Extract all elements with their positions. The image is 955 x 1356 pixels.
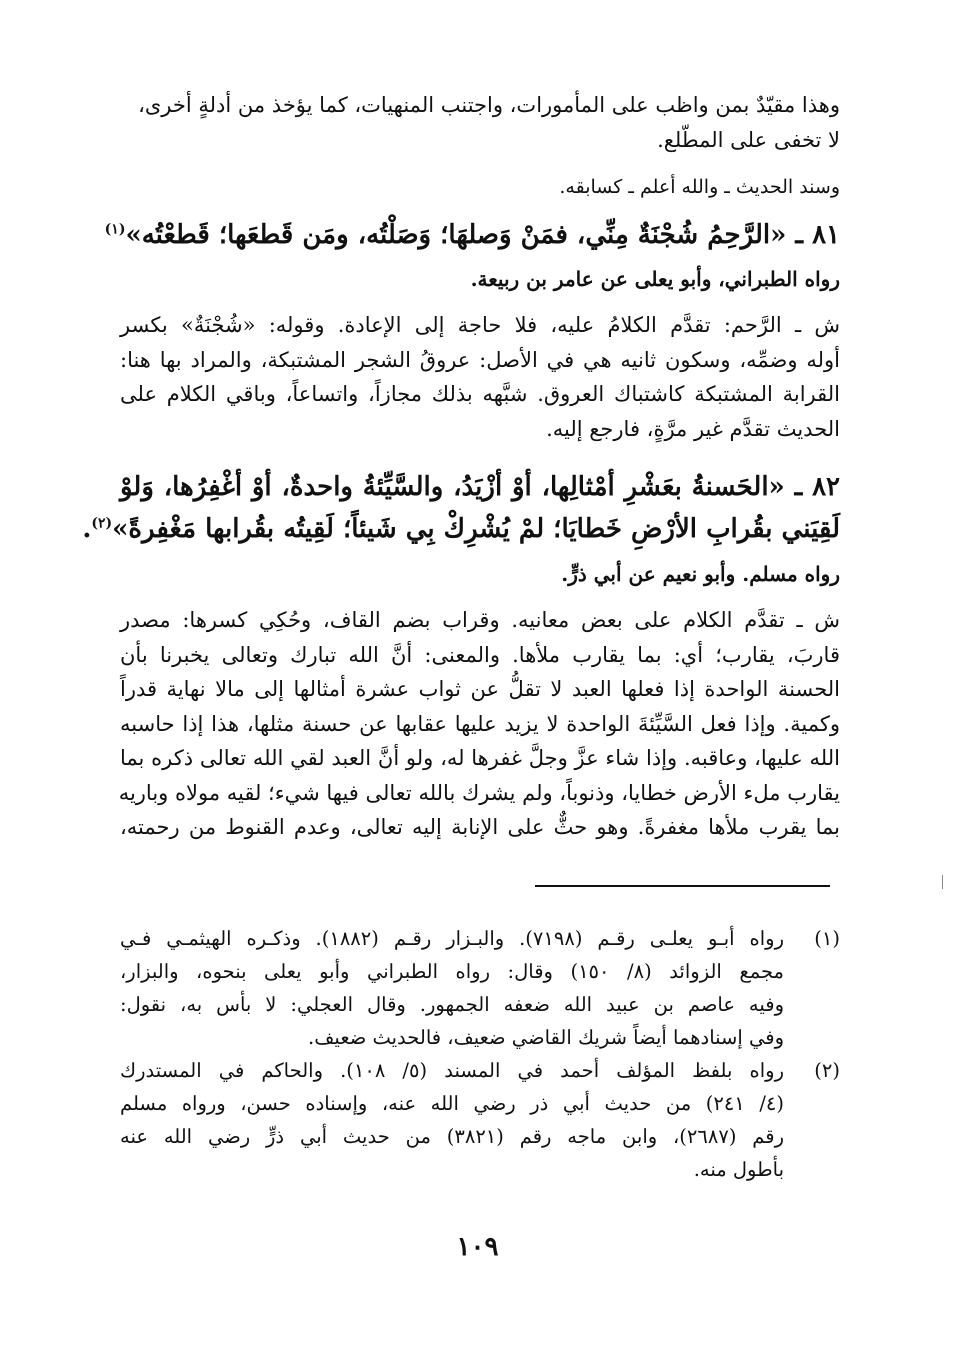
footnote-2 <box>120 1054 840 1186</box>
sharh-82-line-4: وكمية. وإذا فعل السَّيِّئةَ الواحدة لا يزيد عليها عقابها عن حسنة مثلها، هذا إذا حاسبه <box>120 711 840 736</box>
intro-paragraph <box>120 88 840 157</box>
footnote-1-number: (١) <box>814 927 840 950</box>
hadith-82-narration <box>120 558 840 590</box>
isnad-paragraph <box>120 171 840 203</box>
footnotes <box>120 922 840 1186</box>
sharh-82-line-1: ش ـ تقدَّم الكلام على بعض معانيه. وقراب بضم القاف، وحُكِي كسرها: مصدر <box>120 608 840 632</box>
sharh-82-paragraph <box>120 603 840 845</box>
sharh-81-line-4: الحديث تقدَّم غير مرَّةٍ، فارجع إليه. <box>546 416 840 441</box>
isnad-line: وسند الحديث ـ والله أعلم ـ كسابقه. <box>559 176 840 198</box>
hadith-82-narration-text: رواه مسلم. وأبو نعيم عن أبي ذرٍّ. <box>561 562 840 586</box>
sharh-81-line-3: القرابة المشتبكة كاشتباك العروق. شبَّهه بذلك مجازاً، واتساعاً، وباقي الكلام على <box>120 382 840 406</box>
page-number: ١٠٩ <box>456 1232 499 1262</box>
footnote-2-line-4: بأطول منه. <box>693 1158 784 1181</box>
hadith-81-footnote-ref: (١) <box>104 221 126 238</box>
footnote-separator <box>535 885 830 887</box>
hadith-82 <box>82 466 840 550</box>
hadith-81-narration <box>120 263 840 295</box>
margin-mark <box>942 875 943 889</box>
sharh-81-paragraph <box>120 308 840 446</box>
sharh-82-line-3: الحسنة الواحدة إذا فعلها العبد لا تقلُّ عن ثواب عشرة أمثالها إلى مالا نهاية قدراً <box>120 677 840 701</box>
footnote-1-line-1: رواه أبـو يعلـى رقـم (٧١٩٨). والبـزار رقـم (١٨٨٢). وذكـره الهيثمـي فـي <box>120 927 785 950</box>
hadith-81-text: ٨١ ـ «الرَّحِمُ شُجْنَةٌ مِنِّي، فمَنْ وَصلهَا؛ وَصَلْتُه، ومَن قَطعَها؛ قَطعْتُه» <box>125 220 840 250</box>
footnote-1-line-2: مجمع الزوائد (٨/ ١٥٠) وقال: رواه الطبراني وأبو يعلى بنحوه، والبزار، <box>120 960 785 983</box>
sharh-81-line-2: أوله وضمِّه، وسكون ثانيه هي في الأصل: عروقُ الشجر المشتبكة، والمراد بها هنا: <box>120 347 840 372</box>
sharh-82-line-7: بما يقرب ملأها مغفرةً. وهو حثٌّ على الإنابة إليه تعالى، وعدم القنوط من رحمته، <box>120 815 840 839</box>
footnote-2-number: (٢) <box>814 1059 840 1082</box>
sharh-82-line-5: الله عليها، وعاقبه. وإذا شاء عزَّ وجلَّ غفرها له، ولو أنَّ العبد لقي الله تعالى ذكره بما <box>120 746 840 770</box>
sharh-82-line-6: يقارب ملء الأرض خطايا، وذنوباً، ولم يشرك بالله تعالى فيها شيء؛ لقيه مولاه وباريه <box>118 780 840 805</box>
hadith-82-end: . <box>82 514 92 544</box>
hadith-81-narration-text: رواه الطبراني، وأبو يعلى عن عامر بن ربيعة. <box>470 267 840 291</box>
hadith-82-footnote-ref: (٢) <box>91 515 113 532</box>
footnote-2-line-3: رقم (٢٦٨٧)، وابن ماجه رقم (٣٨٢١) من حديث أبي ذرٍّ رضي الله عنه <box>120 1125 784 1148</box>
intro-line-2: لا تخفى على المطّلع. <box>657 127 840 152</box>
hadith-82-line-2-text: لَقِيَني بقُرابِ الأرْضِ خَطايَا؛ لمْ يُشْرِكْ بِي شَيئاً؛ لَقِيتُه بقُرابها مَغْفِرةً» <box>112 514 840 544</box>
sharh-82-line-2: قاربَ، يقارب؛ أي: بما يقارب ملأها. والمعنى: أنَّ الله تبارك وتعالى يخبرنا بأن <box>120 642 840 667</box>
footnote-1-line-4: وفي إسنادهما أيضاً شريك القاضي ضعيف، فالحديث ضعيف. <box>308 1026 784 1049</box>
footnote-2-line-2: (٤/ ٢٤١) من حديث أبي ذر رضي الله عنه، وإسناده حسن، ورواه مسلم <box>120 1092 784 1115</box>
footnote-2-line-1: رواه بلفظ المؤلف أحمد في المسند (٥/ ١٠٨). والحاكم في المستدرك <box>120 1059 784 1082</box>
intro-line-1: وهذا مقيّدٌ بمن واظب على المأمورات، واجتنب المنهيات، كما يؤخذ من أدلةٍ أخرى، <box>138 93 840 117</box>
hadith-82-line-1: ٨٢ ـ «الحَسنةُ بعَشْرِ أمْثالِها، أوْ أزْيَدُ، والسَّيِّئةُ واحدةٌ، أوْ أغْفِرُها، وَلوْ <box>120 472 840 502</box>
hadith-81-line <box>104 214 840 256</box>
footnote-1-line-3: وفيه عاصم بن عبيد الله ضعفه الجمهور. وقال العجلي: لا بأس به، نقول: <box>120 993 784 1016</box>
hadith-82-line-2 <box>82 508 840 550</box>
footnote-1 <box>120 922 840 1054</box>
sharh-81-line-1: ش ـ الرَّحم: تقدَّم الكلامُ عليه، فلا حاجة إلى الإعادة. وقوله: «شُجْنَةٌ» بكسر <box>120 313 840 337</box>
hadith-81 <box>104 214 840 256</box>
